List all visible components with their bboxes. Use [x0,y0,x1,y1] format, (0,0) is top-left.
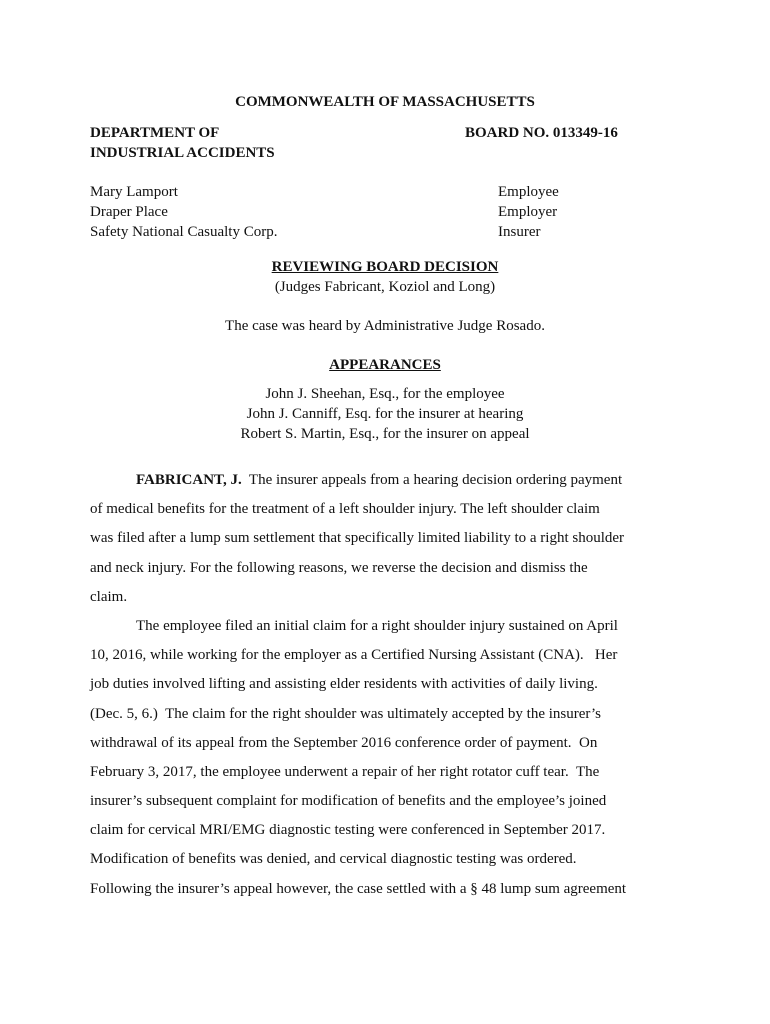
board-number: BOARD NO. 013349-16 [465,125,618,141]
body-line: The employee filed an initial claim for a right shoulder injury sustained on April [136,617,618,634]
body-line: Modification of benefits was denied, and cervical diagnostic testing was ordered. [90,851,577,868]
body-line: withdrawal of its appeal from the September 2016 conference order of payment. On [90,734,598,751]
body-line: claim. [90,588,128,605]
decision-heard-by: The case was heard by Administrative Judge Rosado. [225,318,545,334]
appearances-list [0,384,770,444]
party-role-insurer: Insurer [498,224,541,240]
decision-title: REVIEWING BOARD DECISION [271,259,499,275]
body-line: of medical benefits for the treatment of a left shoulder injury. The left shoulder claim [90,501,600,518]
department-block [90,123,275,163]
appearance-line: Robert S. Martin, Esq., for the insurer on appeal [240,426,530,442]
body-line: and neck injury. For the following reasons, we reverse the decision and dismiss the [90,559,588,576]
department-line-2: INDUSTRIAL ACCIDENTS [90,145,275,161]
party-name-employer: Draper Place [90,204,168,220]
body-line: Following the insurer’s appeal however, the case settled with a § 48 lump sum agreement [90,880,627,897]
appearance-line: John J. Sheehan, Esq., for the employee [265,386,505,402]
author-name: FABRICANT, J. [136,472,242,488]
department-line-1: DEPARTMENT OF [90,125,220,141]
party-name-employee: Mary Lamport [90,184,178,200]
party-roles [498,182,559,242]
body-line: claim for cervical MRI/EMG diagnostic testing were conferenced in September 2017. [90,822,606,839]
party-role-employee: Employee [498,184,559,200]
appearance-line: John J. Canniff, Esq. for the insurer at hearing [246,406,524,422]
body-line: (Dec. 5, 6.) The claim for the right shoulder was ultimately accepted by the insurer’s [90,705,601,722]
party-role-employer: Employer [498,204,558,220]
commonwealth-heading: COMMONWEALTH OF MASSACHUSETTS [235,94,535,110]
body-line: 10, 2016, while working for the employer as a Certified Nursing Assistant (CNA). Her [90,647,618,664]
party-names [90,182,277,242]
body-line: FABRICANT, J. The insurer appeals from a hearing decision ordering payment [136,472,623,488]
appearances-title: APPEARANCES [329,357,441,373]
body-line: was filed after a lump sum settlement that specifically limited liability to a right shoulder [90,530,625,547]
body-line: February 3, 2017, the employee underwent a repair of her right rotator cuff tear. The [90,763,600,780]
body-line: insurer’s subsequent complaint for modification of benefits and the employee’s joined [90,793,607,810]
decision-judges: (Judges Fabricant, Koziol and Long) [274,279,496,295]
decision-body [90,466,682,904]
party-name-insurer: Safety National Casualty Corp. [90,224,278,240]
body-line: job duties involved lifting and assisting elder residents with activities of daily living. [90,676,598,693]
